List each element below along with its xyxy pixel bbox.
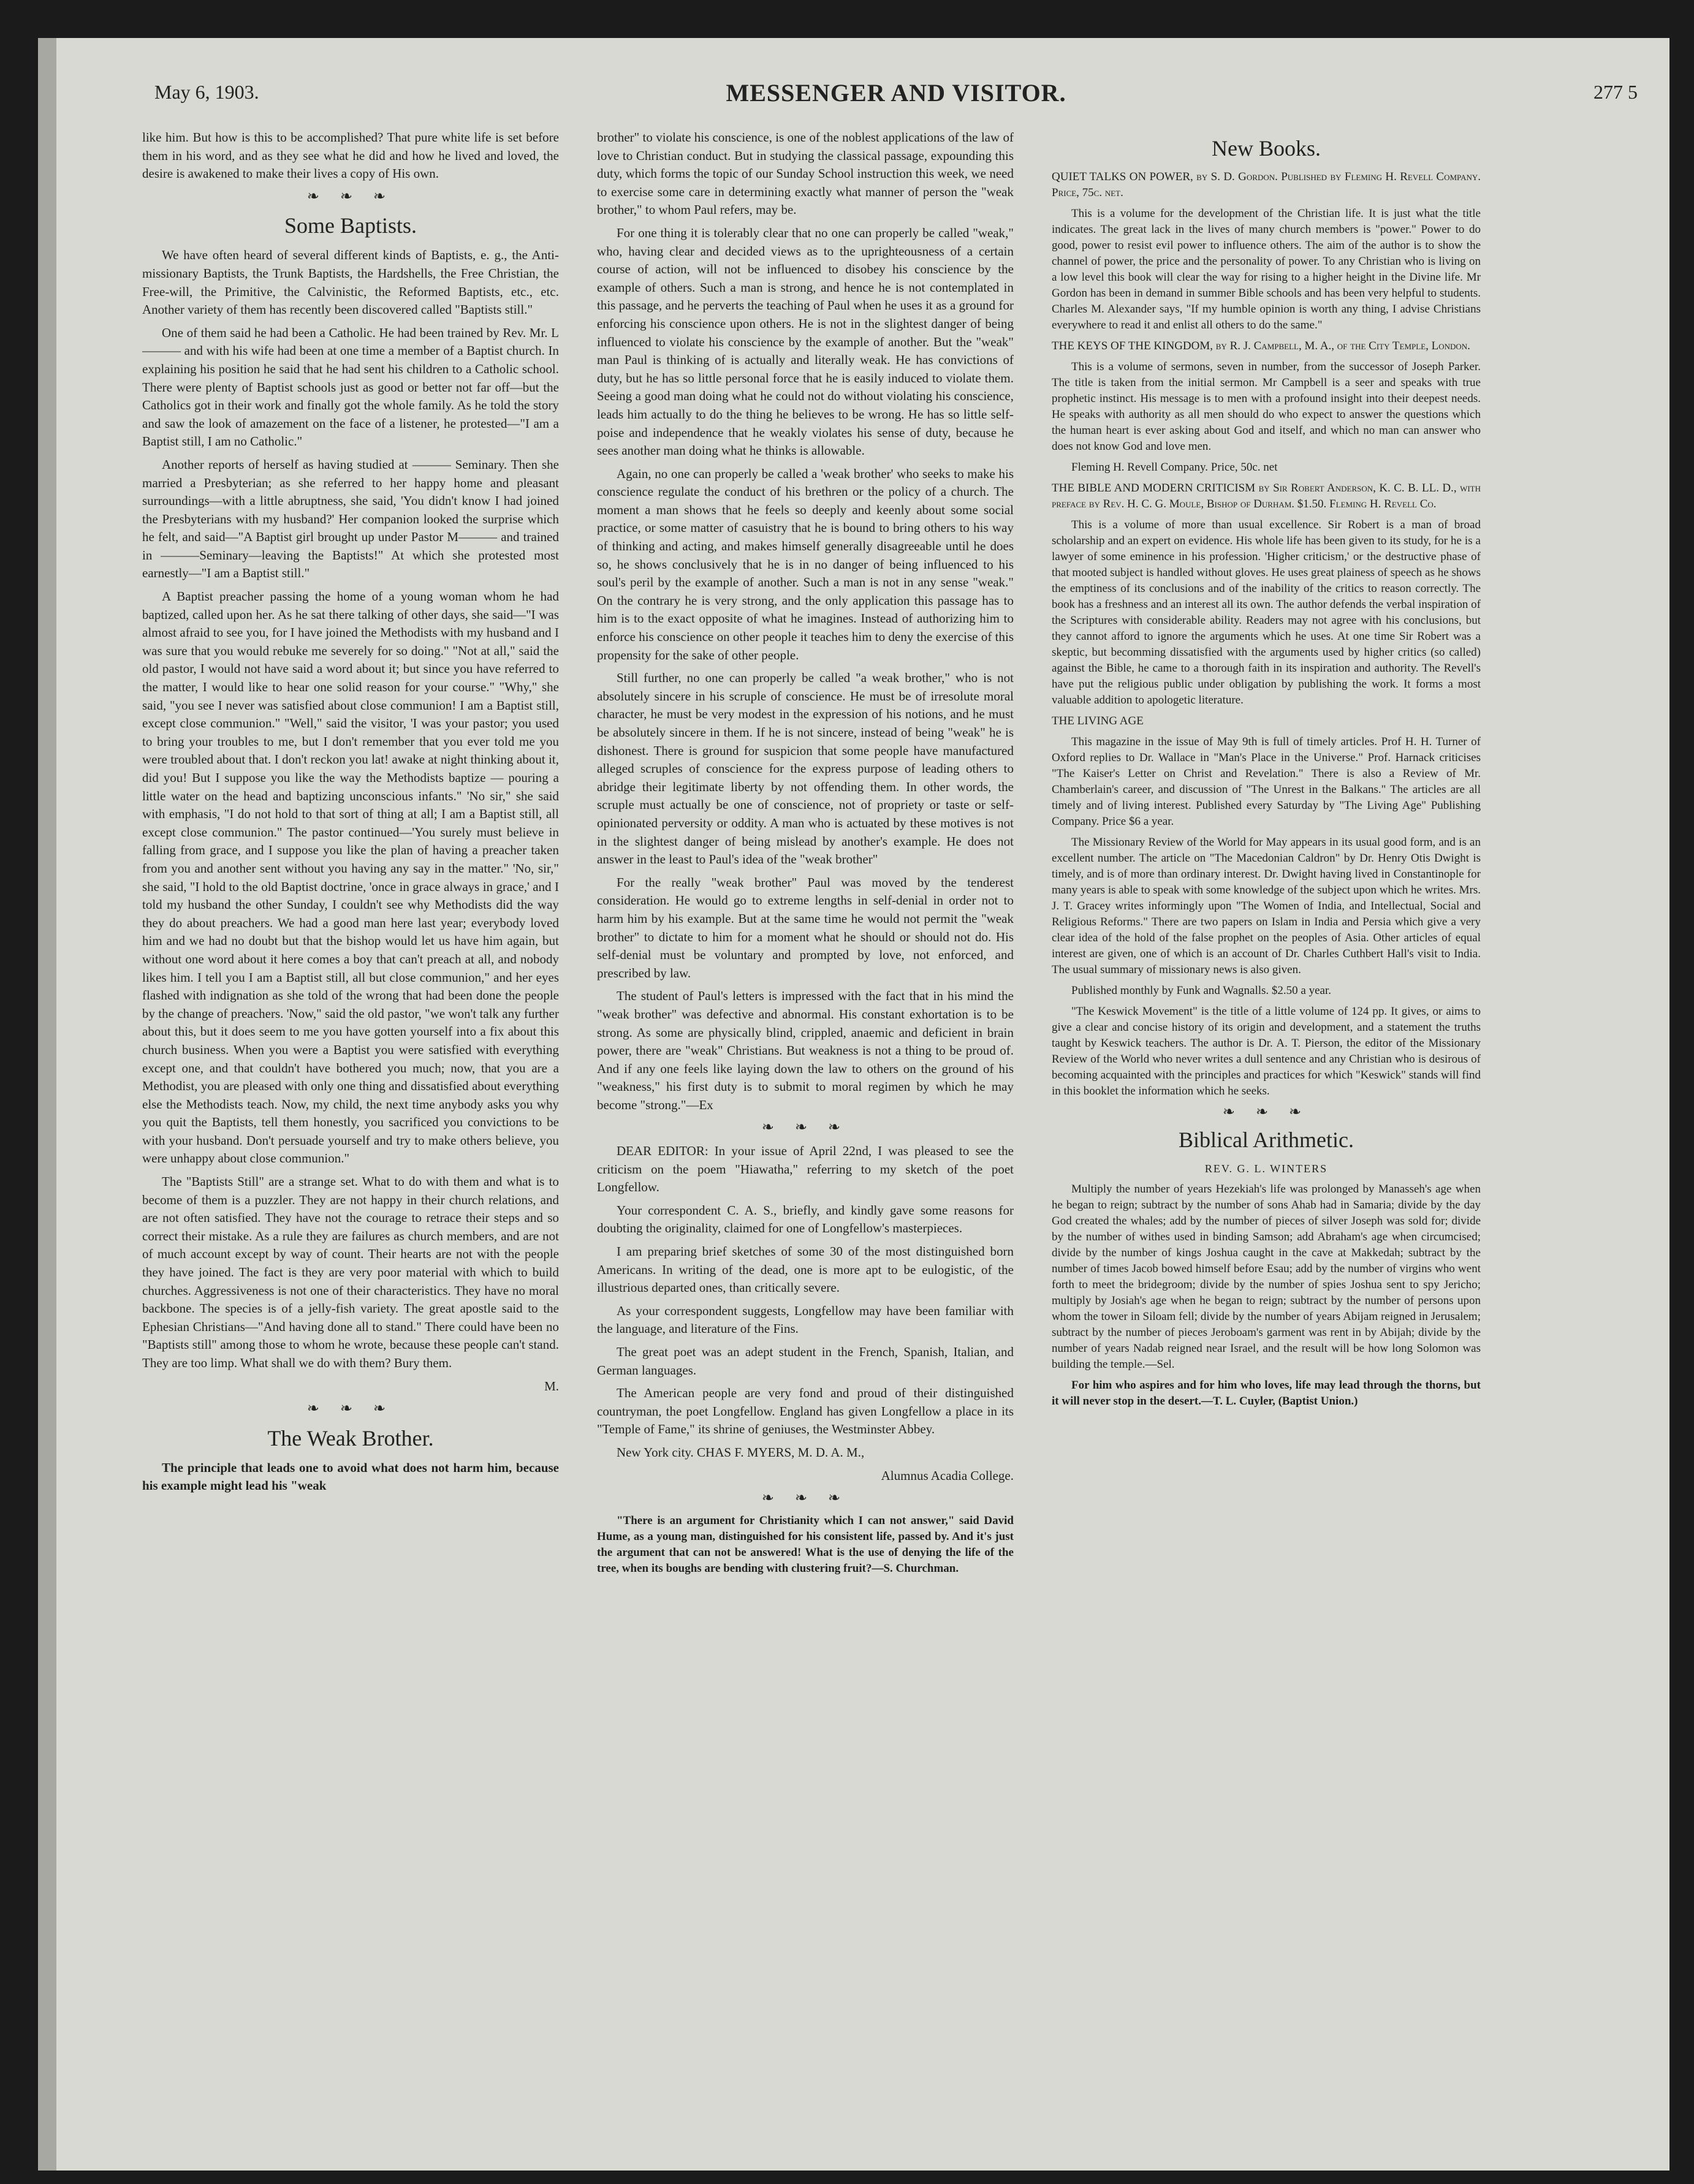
article-paragraph: The "Baptists Still" are a strange set. What to do with them and what is to become of them is a puzzler. They are not happy in their church relations, and are not often satisfied. They have not the courage to retrace their steps and so correct their mistake. As a rule they are failures as church members, and are not of much account except by way of count. Their hearts are not with the people they have joined. The fact is they are very poor material with which to build churches. Aggressiveness is not one of their characteristics. They have no moral backbone. The species is of a jelly-fish variety. The great apostle said to the Ephesian Christians—"And having done all to stand." There could have been no "Baptists still" among those to whom he wrote, because these people can't stand. They are too limp. What shall we do with them? Bury them. <box>142 1174 559 1370</box>
magazine-review: This magazine in the issue of May 9th is full of timely articles. Prof H. H. Turner of Oxford replies to Dr. Wallace in "Man's Place in the Universe." Prof. Harnack criticises "The Kaiser's Letter on Christ and Revelation." There is also a Review of Mr. Chamberlain's career, and discussion of "The Unrest in the Balkans." The articles are all timely and of living interest. Published every Saturday by "The Living Age" Publishing Company. Price $6 a year. <box>1052 735 1481 828</box>
article-paragraph: The student of Paul's letters is impressed with the fact that in his mind the "weak brother" was defective and abnormal. His constant exhortation is to be strong. As some are physically blind, crippled, anaemic and deficient in brain power, there are "weak" Christians. But weakness is not a thing to be proud of. And if any one feels like laying down the law to others on the ground of his "weakness," his first duty is to submit to moral regimen by which he may become "strong."—Ex <box>597 988 1014 1112</box>
letter-paragraph: As your correspondent suggests, Longfellow may have been familiar with the language, and literature of the Fins. <box>597 1303 1014 1337</box>
section-heading-new-books: New Books. <box>1212 136 1321 161</box>
book-price: Fleming H. Revell Company. Price, 50c. net <box>1071 461 1278 474</box>
article-paragraph: brother" to violate his conscience, is one of the noblest applications of the law of love to Christian conduct. But in studying the classical passage, expounding this duty, which forms the topic of our Sunday School instruction this week, we need to exercise some care in determining exactly what manner of person the "weak brother," to whom Paul refers, may be. <box>597 130 1014 218</box>
magazine-review: The Missionary Review of the World for May appears in its usual good form, and is an excellent number. The article on "The Macedonian Caldron" by Dr. Henry Otis Dwight is timely, and is of more than ordinary interest. Dr. Dwight having lived in Constantinople for many years is able to speak with some knowledge of the subject upon which he writes. Mrs. J. T. Gracey writes informingly upon "The Women of India, and Intellectual, Social and Religious Reforms." There are two papers on Islam in India and Persia which give a very clear idea of the hold of the false prophet on the peoples of Asia. Other articles of equal interest are given, one of which is an account of Dr. Charles Cuthbert Hall's visit to India. The usual summary of missionary news is also given. <box>1052 836 1481 976</box>
ornament-divider: ❧ ❧ ❧ <box>761 1120 849 1136</box>
ornament-divider: ❧ ❧ ❧ <box>306 1401 395 1417</box>
column-left <box>142 129 559 2151</box>
book-title: QUIET TALKS ON POWER, by S. D. Gordon. Published by Fleming H. Revell Company. Price, 75c. net. <box>1052 170 1481 199</box>
article-paragraph: Still further, no one can properly be called "a weak brother," who is not absolutely sincere in his scruple of conscience. He must be of irresolute moral character, he must be very modest in the expression of his notions, and he must be absolutely sincere in them. If he is not sincere, instead of being "weak" he is dishonest. There is ground for suspicion that some people have manufactured alleged scruples of conscience for the express purpose of leading others to abridge their legitimate liberty by not offending them. In other words, the scruple must actually be one of conscience, not of propriety or taste or self-opinionated perversity or oddity. A man who is actuated by these motives is not in the slightest danger of being mislead by another's example. He does not answer in the least to Paul's idea of the "weak brother" <box>597 670 1014 867</box>
book-review: This is a volume of sermons, seven in number, from the successor of Joseph Parker. The title is taken from the initial sermon. Mr Campbell is a seer and speaks with true prophetic instinct. His message is to men with a profound insight into their deepest needs. He speaks with authority as all men should do who expect to answer the questions which the human heart is ever asking about God and itself, and which no man can answer who does not know God and love men. <box>1052 360 1481 453</box>
book-title: THE KEYS OF THE KINGDOM, by R. J. Campbell, M. A., of the City Temple, London. <box>1052 339 1470 352</box>
newspaper-page <box>38 38 1669 2171</box>
article-paragraph: For the really "weak brother" Paul was moved by the tenderest consideration. He would go to extreme lengths in self-denial in order not to harm him by his example. But at the same time he would not permit the "weak brother" to dictate to him for a moment what he should or should not do. His self-denial must be voluntary and prompted by love, not enforced, and prescribed by law. <box>597 874 1014 980</box>
page-header <box>154 81 1638 118</box>
article-paragraph: Multiply the number of years Hezekiah's life was prolonged by Manasseh's age when he began to reign; subtract by the number of sons Ahab had in Samaria; divide by the day God created the whales; add by the number of pieces of silver Joseph was sold for; divide by the number of withes used in binding Samson; add Abraham's age when circumcised; divide by the number of kings Joshua caught in the cave at Makkedah; subtract by the number of times Jacob bowed himself before Esau; add by the number of virgins who went forth to meet the bridegroom; divide by the number of spies Joshua sent to spy Jericho; multiply by Josiah's age when he began to reign; subtract by the number of persons upon whom the tower in Siloam fell; divide by the number of years Abijam reigned in Jerusalem; subtract by the number of pieces Jeroboam's garment was rent in by Abijah; divide by the number of years Nadab reigned near Israel, and the result will be how long Solomon was building the temple.—Sel. <box>1052 1183 1481 1371</box>
article-paragraph: For one thing it is tolerably clear that no one can properly be called "weak," who, having clear and decided views as to the uprighteousness of a certain course of action, will not be influenced to disobey his conscience by the example of others. Such a man is strong, and hence he is not contemplated in this passage, and he perverts the teaching of Paul when he uses it as a ground for enforcing his conscience upon others. He is not in the slightest danger of being influenced to violate his conscience by the example of another. But the "weak" man Paul is thinking of is actually and literally weak. He has convictions of duty, but he has so little personal force that he is easily induced to violate them. Seeing a good man doing what he could not do without violating his conscience, leads him actually to do the thing he believes to be wrong. He has so little self-poise and independence that he weakly violates his sense of duty, because he sees another man doing what he thinks is allowable. <box>597 225 1014 458</box>
book-review: This is a volume of more than usual excellence. Sir Robert is a man of broad scholarship and an expert on evidence. His whole life has been given to its study, for he is a lawyer of some eminence in his profession. 'Higher criticism,' or the destructive phase of that mooted subject is handled without gloves. He uses great plainess of speech as he shows the emptiness of its conclusions and of the inability of the critics to reason correctly. The book has a freshness and an interest all its own. The author defends the verbal inspiration of the Scriptures with considerable ability. Readers may not agree with his conclusions, but they cannot afford to ignore the arguments which he uses. At one time Sir Robert was a skeptic, but becomming dissatisfied with the arguments used by higher critics (so called) against the Bible, he came to a thorough faith in its inspiration and authority. The Revell's have put the religious public under obligation by publishing the work. It forms a most valuable addition to apologetic literature. <box>1052 518 1481 707</box>
letter-paragraph: DEAR EDITOR: In your issue of April 22nd, I was pleased to see the criticism on the poem "Hiawatha," referring to my sketch of the poet Longfellow. <box>597 1143 1014 1195</box>
article-paragraph: One of them said he had been a Catholic. He had been trained by Rev. Mr. L——— and with his wife had been at one time a member of a Baptist church. In explaining his position he said that he had sent his children to a Catholic school. There were plenty of Baptist schools just as good or better not far off—but the Catholics got in their work and finally got the whole family. As he told the story and saw the look of amazement on the face of a listener, he protested—"I am a Baptist still, I am no Catholic." <box>142 325 559 449</box>
intro-paragraph: like him. But how is this to be accomplished? That pure white life is set before them in his word, and as they see what he did and how he lived and loved, the desire is awakened to make their lives a copy of His own. <box>142 130 559 181</box>
letter-paragraph: The American people are very fond and proud of their distinguished countryman, the poet Longfellow. England has given Longfellow a place in its "Temple of Fame," its shrine of geniuses, the Westminster Abbey. <box>597 1386 1014 1437</box>
column-middle <box>597 129 1014 2151</box>
article-byline: REV. G. L. WINTERS <box>1204 1162 1328 1175</box>
ornament-divider: ❧ ❧ ❧ <box>1222 1104 1310 1120</box>
article-paragraph: The principle that leads one to avoid what does not harm him, because his example might lead his "weak <box>142 1460 559 1493</box>
article-heading-biblical-arithmetic: Biblical Arithmetic. <box>1179 1128 1354 1152</box>
cuyler-quote: For him who aspires and for him who loves, life may lead through the thorns, but it will never stop in the desert.—T. L. Cuyler, (Baptist Union.) <box>1052 1379 1481 1408</box>
letter-signature-affiliation: Alumnus Acadia College. <box>881 1468 1014 1483</box>
issue-date: May 6, 1903. <box>154 81 259 103</box>
masthead-title: MESSENGER AND VISITOR. <box>726 79 1066 107</box>
article-paragraph: A Baptist preacher passing the home of a young woman whom he had baptized, called upon her. As he sat there talking of other days, she said—"I was almost afraid to see you, for I have joined the Methodists with my husband and I was sure that you would rebuke me severely for so doing." "Not at all," said the old pastor, I would not have said a word about it; but since you have referred to the matter, I would like to hear one solid reason for your course." "Why," she said, "you see I never was satisfied about close communion! I am a Baptist still, except close communion." "Well," said the visitor, 'I was your pastor; you used to bring your troubles to me, but I don't remember that you ever told me you were troubled about that. I don't reckon you lat! awake at night thinking about it, did you! But I suppose you like the way the Methodists baptize — pouring a little water on the head and baptizing unconscious infants." 'No sir," she said with emphasis, "I do not hold to that sort of thing at all; I am a Baptist still, all except close communion." The pastor continued—'You surely must believe in falling from grace, and I suppose you like the plan of having a preacher taken from you and another sent without you having any say in the matter." 'No, sir," she said, "I hold to the old Baptist doctrine, 'once in grace always in grace,' and I told my husband the other Sunday, I couldn't see why Methodists did the way they do about preachers. We had a good man here last year; everybody loved him and we had no doubt but that the bishop would let us have him again, but without one word about it here comes a boy that can't preach at all, and nobody likes him. I tell you I am a Baptist still, all but close communion," and her eyes flashed with indignation as she told of the wrong that had been done the people by the change of preachers. 'Now," said the old pastor, "we won't talk any further about this, but it does seem to me you have gotten yourself into a fix about this church business. When you were a Baptist you were satisfied with everything except one, and that couldn't have bothered you much; now, that you are a Methodist, you are pleased with only one thing and dissatisfied about everything else the Methodists teach. Now, my child, the next time anybody asks you why you quit the Baptists, tell them honestly, you sacrificed you convictions to be with your husband. Don't persuade yourself and try to make others believe, you were unhappy about close communion." <box>142 589 559 1166</box>
ornament-divider: ❧ ❧ ❧ <box>761 1490 849 1507</box>
column-right <box>1052 129 1481 2151</box>
page-number: 277 5 <box>1593 81 1638 103</box>
hume-quote: "There is an argument for Christianity which I can not answer," said David Hume, as a young man, distinguished for his consistent life, passed by. And it's just the argument that can not be answered! What is the use of denying the life of the tree, when its boughs are bending with clustering fruit?—S. Churchman. <box>597 1514 1014 1575</box>
letter-paragraph: I am preparing brief sketches of some 30 of the most distinguished born Americans. In writing of the dead, one is more apt to be eulogistic, of the illustrious departed ones, than critically severe. <box>597 1244 1014 1295</box>
letter-paragraph: The great poet was an adept student in the French, Spanish, Italian, and German languages. <box>597 1344 1014 1378</box>
letter-paragraph: Your correspondent C. A. S., briefly, and kindly gave some reasons for doubting the originality, claimed for one of Longfellow's masterpieces. <box>597 1202 1014 1236</box>
letter-signature: New York city. CHAS F. MYERS, M. D. A. M., <box>617 1444 865 1460</box>
ornament-divider: ❧ ❧ ❧ <box>306 188 395 205</box>
article-paragraph: We have often heard of several different kinds of Baptists, e. g., the Anti-missionary Baptists, the Trunk Baptists, the Hardshells, the Free Christian, the Free-will, the Primitive, the Calvinistic, the Reformed Baptists, etc., etc. Another variety of them has recently been discovered called "Baptists still." <box>142 248 559 317</box>
page-gutter <box>38 38 56 2171</box>
article-paragraph: Again, no one can properly be called a 'weak brother' who seeks to make his conscience regulate the conduct of his brethren or the policy of a church. The moment a man shows that he feels so deeply and keenly about some social practice, or some matter of casuistry that he is bound to bring others to his way of thinking and acting, and makes himself generally disagreeable until he does so, he shows conclusively that he is in no danger of being influenced to his soul's peril by the example of another. Such a man is not in any sense "weak." On the contrary he is very strong, and the only application this passage has to him is to the exact opposite of what he imagines. Instead of authorizing him to enforce his conscience on other people it teaches him to deny the exercise of this propensity for the sake of other people. <box>597 466 1014 662</box>
article-heading-some-baptists: Some Baptists. <box>284 213 417 238</box>
book-review: "The Keswick Movement" is the title of a little volume of 124 pp. It gives, or aims to give a clear and concise history of its origin and development, and a statement the truths taught by Keswick teachers. The author is Dr. A. T. Pierson, the editor of the Missionary Review of the World who never writes a dull sentence and any Christian who is desirous of becoming acquainted with the principles and practices for which "Keswick" stands will find in this booklet the information which he seeks. <box>1052 1005 1481 1098</box>
magazine-title: THE LIVING AGE <box>1052 715 1144 727</box>
article-signature: M. <box>544 1378 559 1393</box>
article-paragraph: Another reports of herself as having studied at ——— Seminary. Then she married a Presbyterian; as she referred to her happy home and pleasant surroundings—with a little abruptness, she said, 'You didn't know I had joined the Presbyterians with my husband?' Her companion looked the surprise which he felt, and said—"A Baptist girl brought up under Pastor M——— and trained in ———Seminary—leaving the Baptists!" At which she protested most earnestly—"I am a Baptist still." <box>142 457 559 581</box>
book-review: This is a volume for the development of the Christian life. It is just what the title indicates. The great lack in the lives of many church members is "power." Power to do good, power to resist evil power to influence others. The aim of the author is to show the channel of power, the price and the personality of power. To any Christian who is living on a low level this book will clear the way for rising to a higher height in the Divine life. Mr Gordon has been in demand in summer Bible schools and has been very helpful to students. Charles M. Alexander says, "If my humble opinion is worth any thing, I advise Christians everywhere to read it and enlist all others to do the same." <box>1052 207 1481 332</box>
article-heading-weak-brother: The Weak Brother. <box>267 1425 434 1450</box>
book-title: THE BIBLE AND MODERN CRITICISM by Sir Robert Anderson, K. C. B. LL. D., with preface by Rev. H. C. G. Moule, Bishop of Durham. $1.50. Fleming H. Revell Co. <box>1052 482 1481 510</box>
publisher-note: Published monthly by Funk and Wagnalls. $2.50 a year. <box>1071 984 1332 997</box>
